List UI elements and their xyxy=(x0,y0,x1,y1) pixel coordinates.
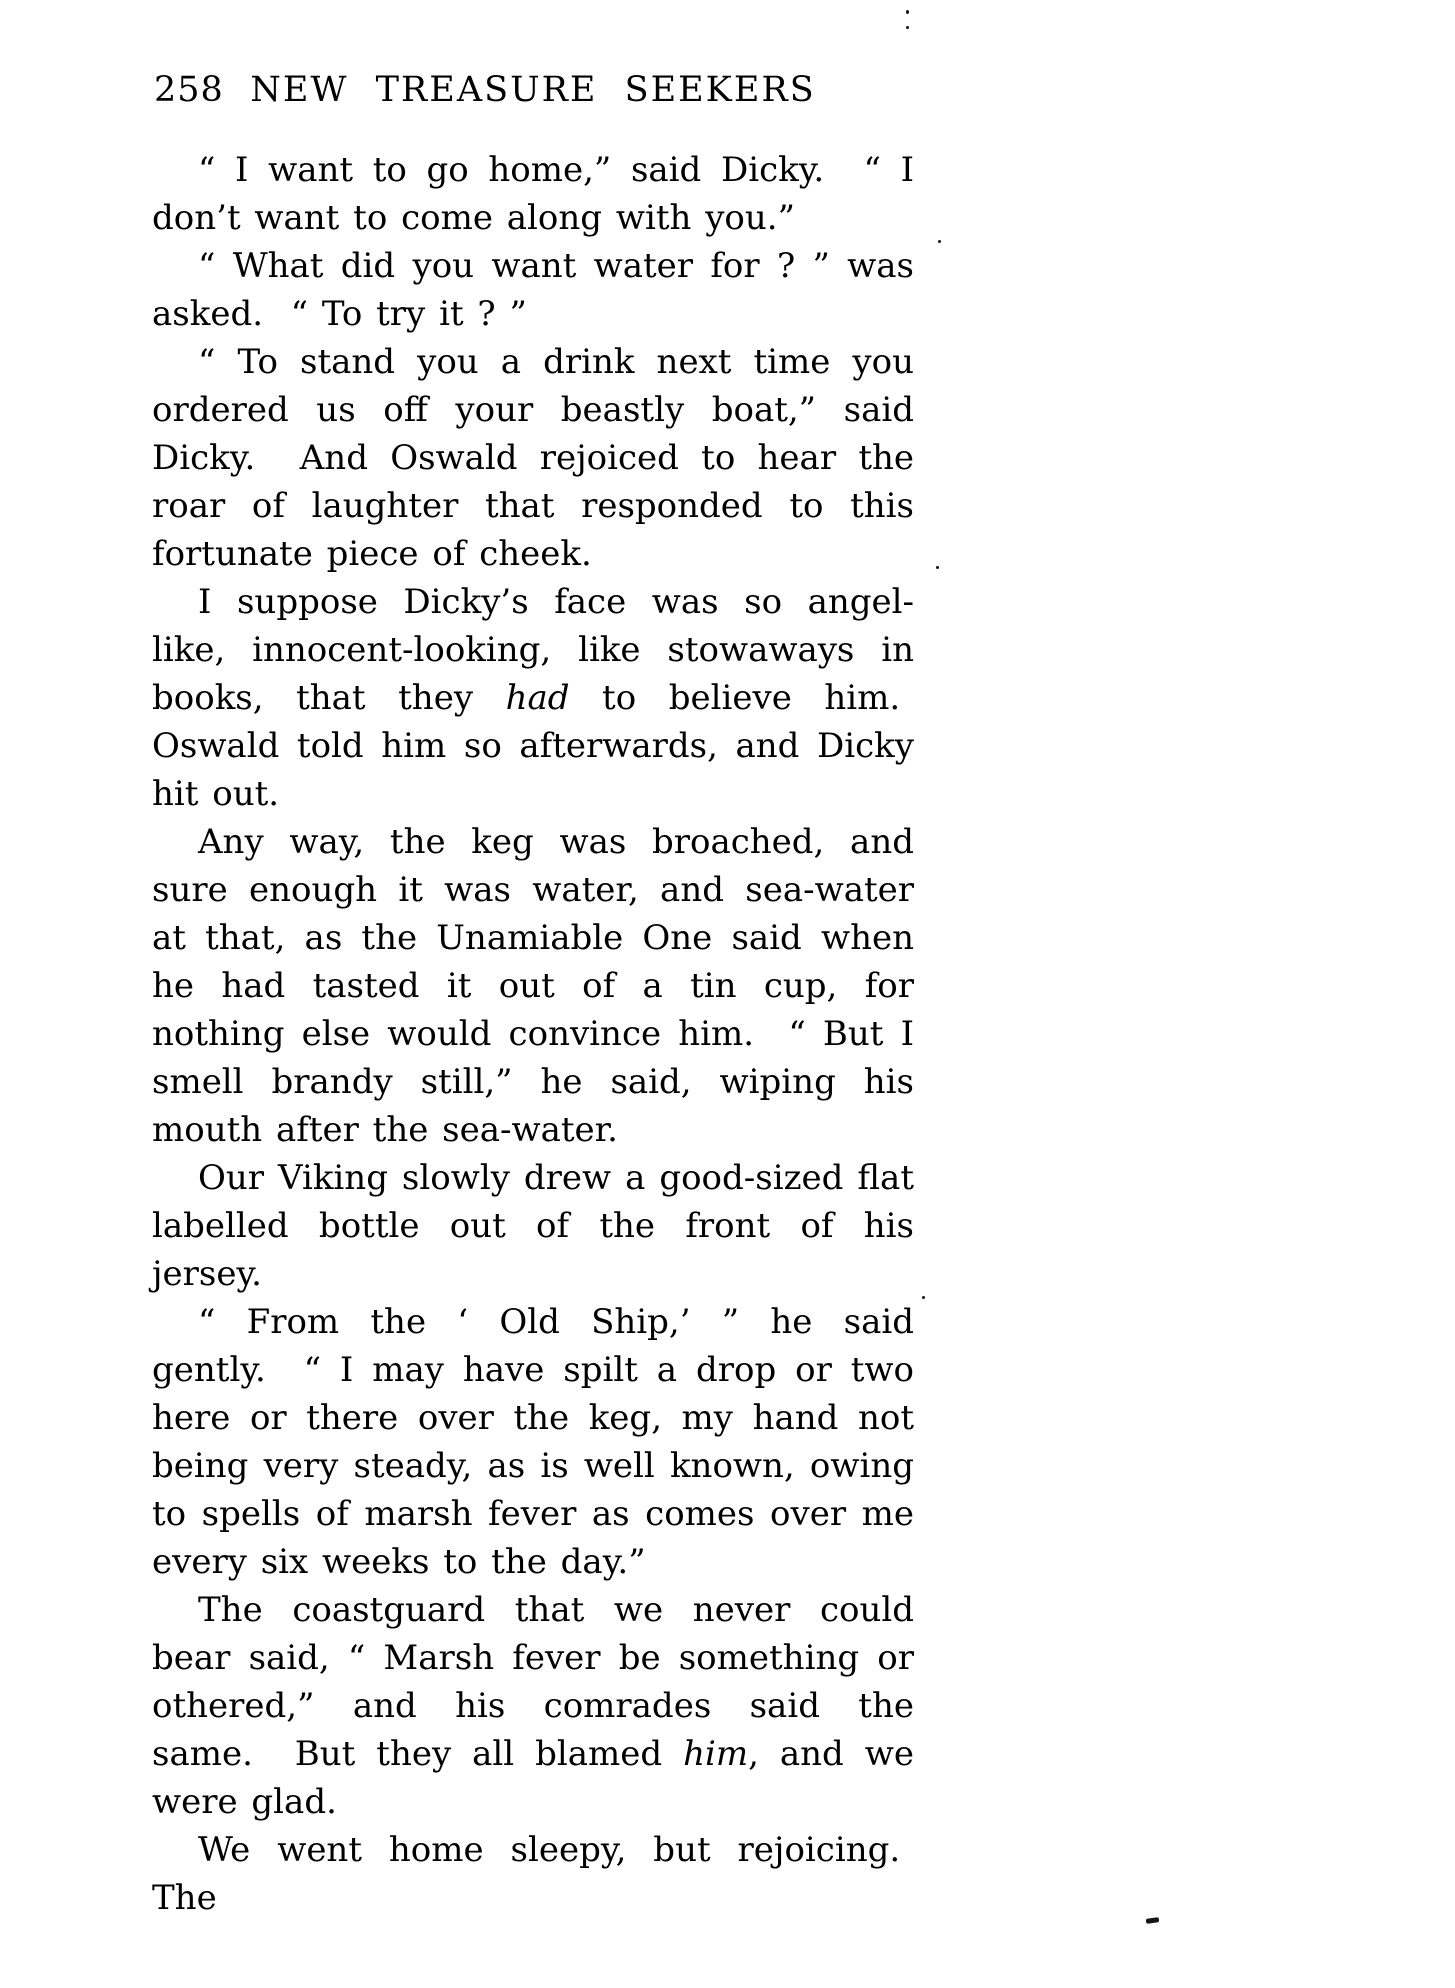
text-segment: Any way, the keg was broached, and sure enough it was water, and sea-water at that, as the Unamiable One said when he had tasted it out of a tin cup, for nothing else would convince him. “ But I smell brandy still,” he said, wiping his mouth after the sea-water. xyxy=(152,822,914,1150)
paragraph xyxy=(152,1826,914,1922)
paragraph xyxy=(152,338,914,578)
text-segment: “ I want to go home,” said Dicky. “ I don’t want to come along with you.” xyxy=(152,150,914,238)
text-column xyxy=(152,70,914,1922)
paragraph xyxy=(152,1154,914,1298)
text-segment: to believe him. Oswald told him so afterwards, and Dicky hit out. xyxy=(152,678,914,814)
scan-speck xyxy=(906,10,909,14)
text-segment: Our Viking slowly drew a good-sized flat labelled bottle out of the front of his jersey. xyxy=(152,1158,914,1294)
scan-speck xyxy=(936,566,939,569)
italic-text: had xyxy=(505,678,570,718)
text-block xyxy=(152,146,914,1922)
scan-speck xyxy=(906,26,909,29)
scan-speck xyxy=(922,1296,925,1299)
running-header xyxy=(152,70,914,122)
page-number: 258 xyxy=(154,70,224,110)
paragraph xyxy=(152,242,914,338)
paragraph xyxy=(152,578,914,818)
text-segment: We went home sleepy, but rejoicing. The xyxy=(152,1830,914,1918)
scan-speck xyxy=(1146,1917,1160,1924)
paragraph xyxy=(152,1586,914,1826)
text-segment: I suppose Dicky’s face was so angel-like, innocent-looking, like stowaways in books, that they xyxy=(152,582,914,718)
italic-text: him xyxy=(683,1734,749,1774)
text-segment: “ From the ‘ Old Ship,’ ” he said gently. “ I may have spilt a drop or two here or there over the keg, my hand not being very steady, as is well known, owing to spells of marsh fever as comes over me every six weeks to the day.” xyxy=(152,1302,914,1582)
text-segment: , and we were glad. xyxy=(152,1734,914,1822)
paragraph xyxy=(152,1298,914,1586)
text-segment: “ To stand you a drink next time you ordered us off your beastly boat,” said Dicky. And Oswald rejoiced to hear the roar of laughter that responded to this fortunate piece of cheek. xyxy=(152,342,914,574)
text-segment: “ What did you want water for ? ” was asked. “ To try it ? ” xyxy=(152,246,914,334)
scan-speck xyxy=(938,240,941,243)
paragraph xyxy=(152,818,914,1154)
paragraph xyxy=(152,146,914,242)
text-segment: The coastguard that we never could bear said, “ Marsh fever be something or othered,” and his comrades said the same. But they all blamed xyxy=(152,1590,914,1774)
running-title: NEW TREASURE SEEKERS xyxy=(250,70,816,110)
